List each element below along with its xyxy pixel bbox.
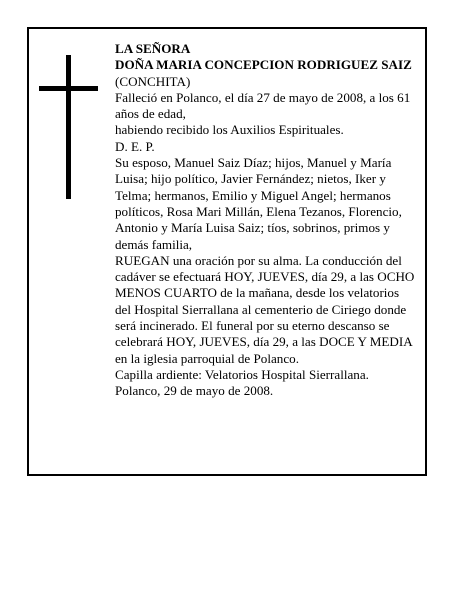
chapel-line: Capilla ardiente: Velatorios Hospital Sierrallana.	[115, 366, 369, 382]
rest-in-peace: D. E. P.	[115, 138, 155, 154]
death-details: Falleció en Polanco, el día 27 de mayo de 2008, a los 61 años de edad,	[115, 89, 411, 122]
funeral-request: RUEGAN una oración por su alma. La conducción del cadáver se efectuará HOY, JUEVES, día 29, a las OCHO MENOS CUARTO de la mañana, desde los velatorios del Hospital Sierrallana al cementerio de Ciriego donde será incinerado. El funeral por su eterno descanso se celebrará HOY, JUEVES, día 29, a las DOCE Y MEDIA en la iglesia parroquial de Polanco.	[115, 252, 415, 366]
obituary-text	[115, 41, 415, 400]
obituary-title: LA SEÑORA	[115, 41, 191, 56]
family-list: Su esposo, Manuel Saiz Díaz; hijos, Manuel y María Luisa; hijo político, Javier Fernández; nietos, Iker y Telma; hermanos, Emilio y Miguel Angel; hermanos políticos, Rosa Mari Millán, Elena Tezanos, Florencio, Antonio y María Luisa Saiz; tíos, sobrinos, primos y demás familia,	[115, 155, 402, 252]
deceased-name: DOÑA MARIA CONCEPCION RODRIGUEZ SAIZ	[115, 57, 412, 73]
deceased-nickname: (CONCHITA)	[115, 73, 191, 89]
cross-horizontal-bar	[39, 86, 98, 91]
obituary-notice	[27, 27, 427, 476]
cross-vertical-bar	[66, 55, 71, 199]
place-date: Polanco, 29 de mayo de 2008.	[115, 383, 274, 399]
sacraments-line: habiendo recibido los Auxilios Espirituales.	[115, 122, 344, 138]
